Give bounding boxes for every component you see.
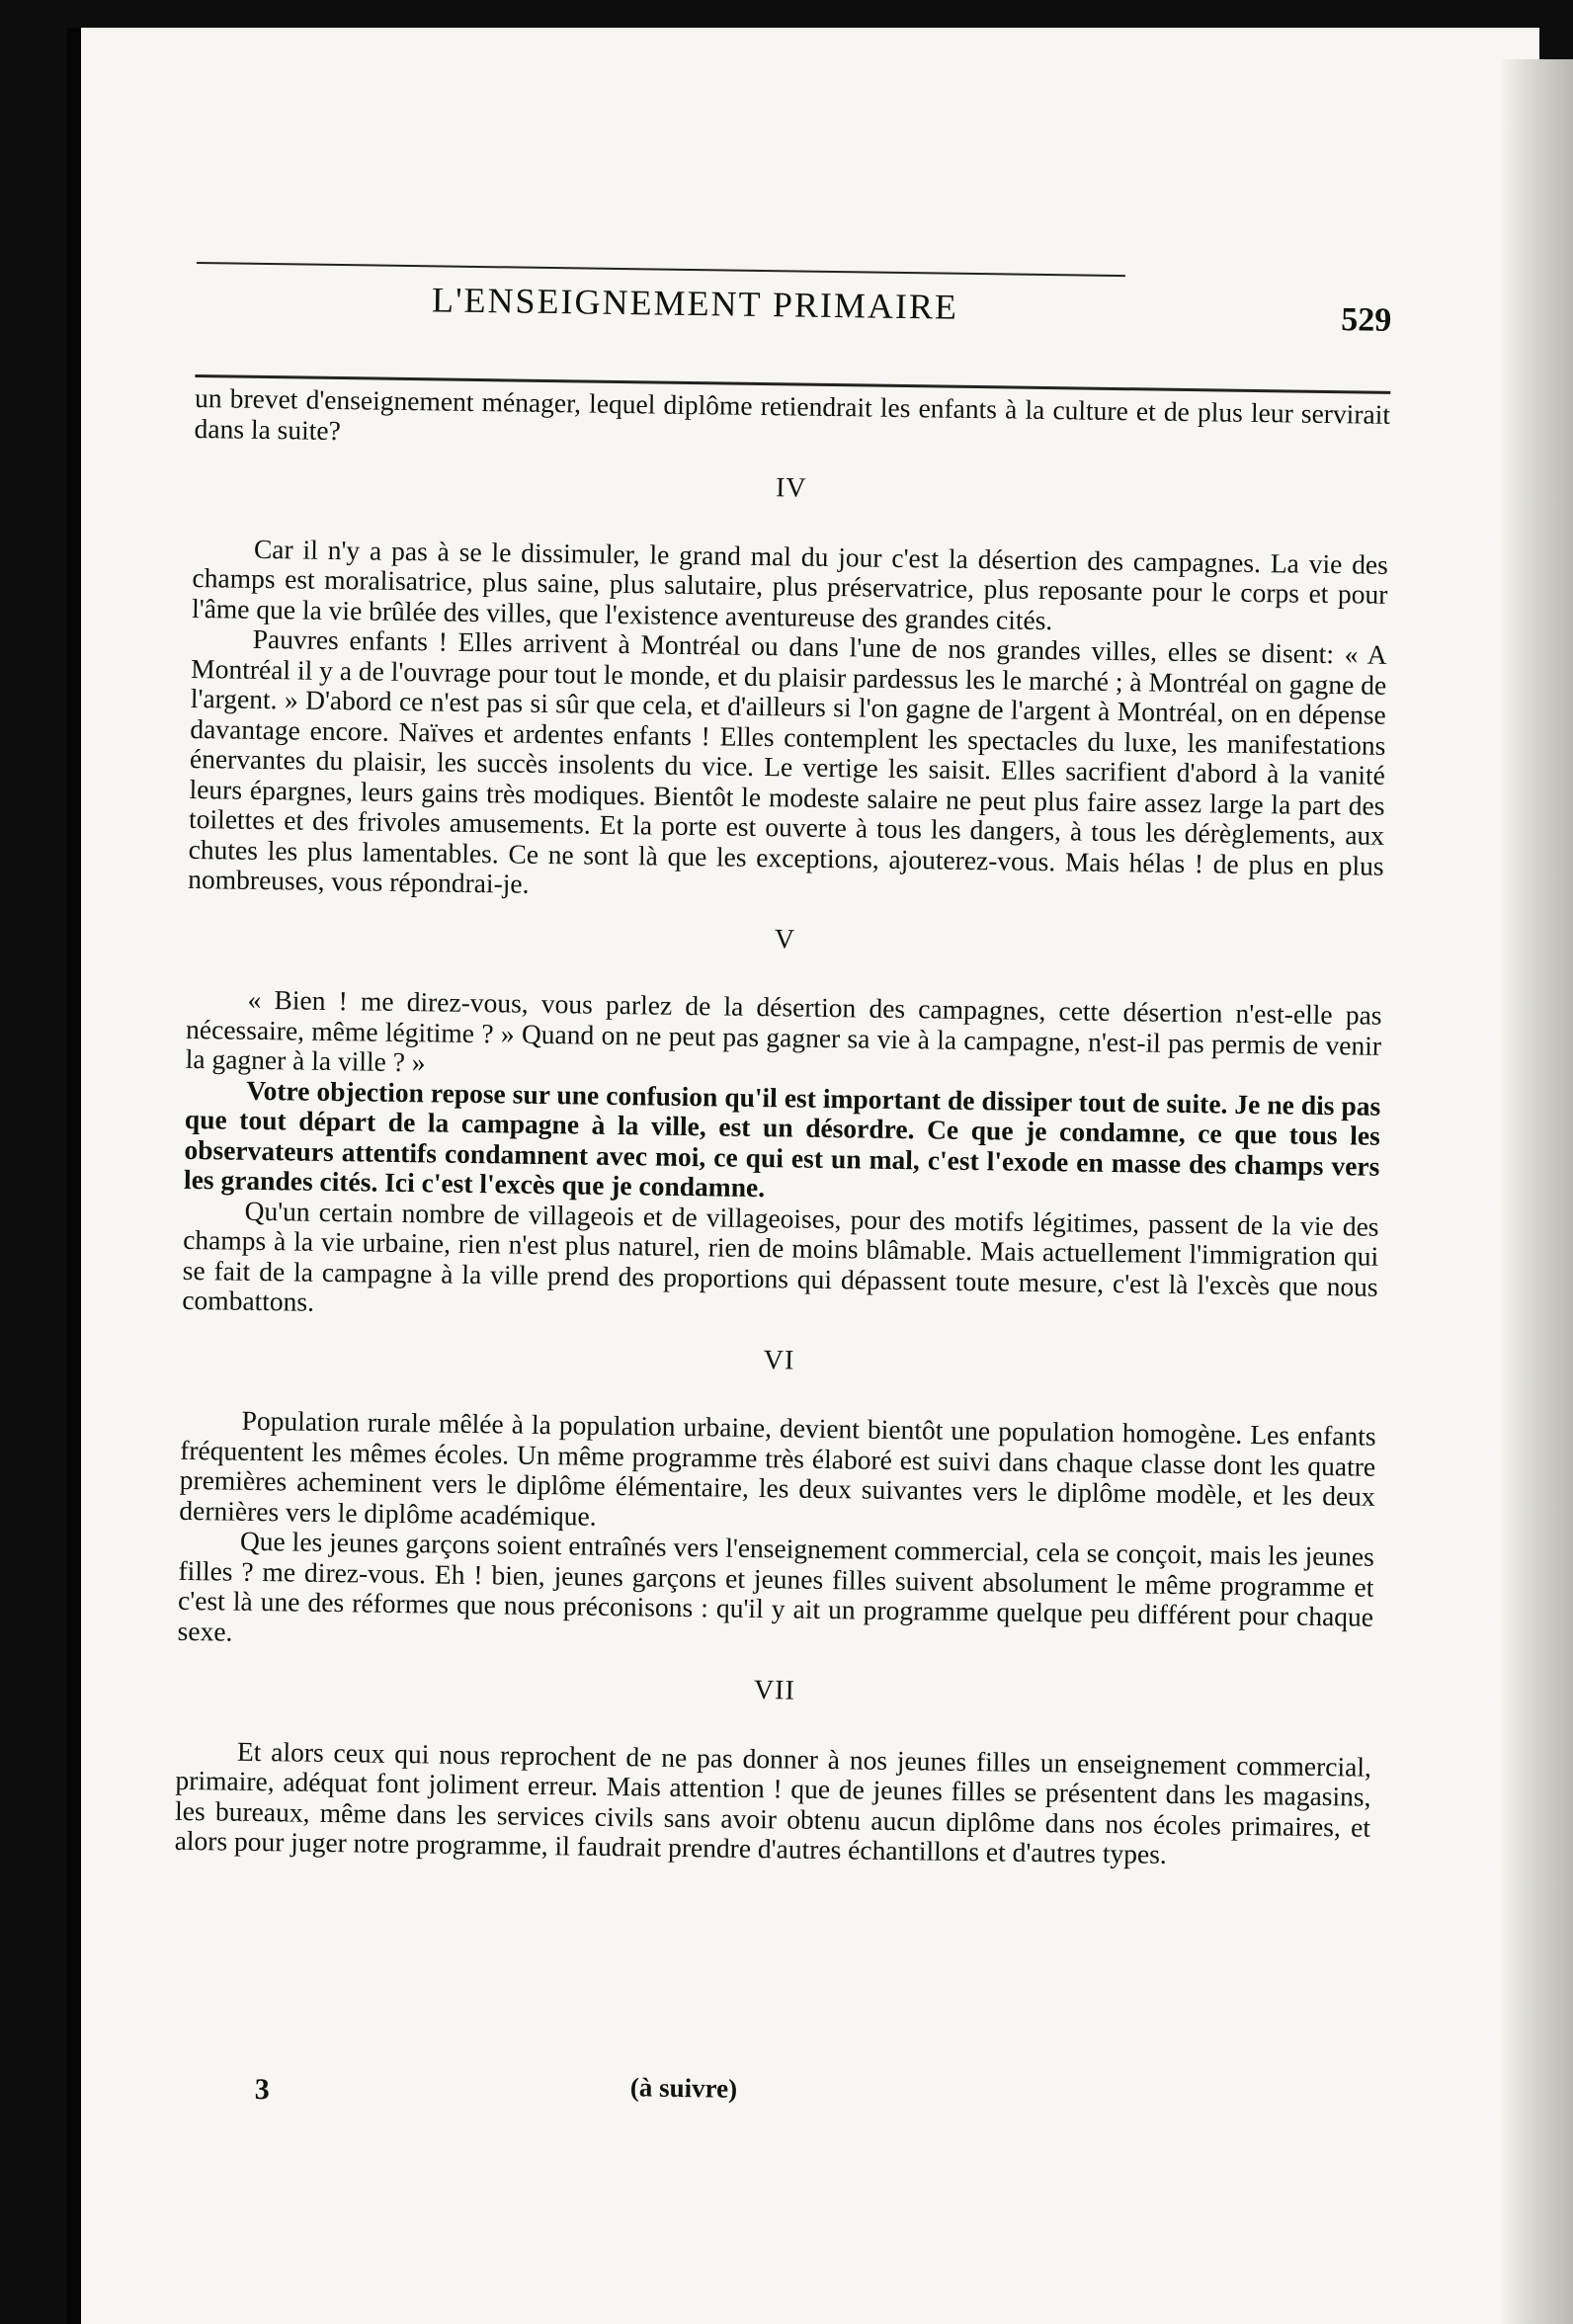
paragraph: Que les jeunes garçons soient entraînés vers l'enseignement commercial, cela se conçoit, mais les jeunes filles ? me direz-vous. Eh ! bien, jeunes garçons et jeunes filles suivent absolument le même programme et c'est là une des réformes que nous préconisons : qu'il y ait un programme quelque peu différent pour chaque sexe. [177, 1525, 1375, 1647]
section-heading-vii: VII [753, 1675, 796, 1706]
running-title: L'ENSEIGNEMENT PRIMAIRE [431, 280, 959, 327]
page-number: 529 [1341, 301, 1392, 339]
section-heading-vi: VI [763, 1344, 795, 1376]
section-heading-iv: IV [775, 472, 807, 504]
opening-paragraph: un brevet d'enseignement ménager, lequel diplôme retiendrait les enfants à la culture et de plus leur servirait dans la suite? [194, 381, 1391, 446]
paragraph: Population rurale mêlée à la population urbaine, devient bientôt une population homogène. Les enfants fréquentent les mêmes écoles. Un même programme très élaboré est suivi dans chaque classe dont les quatre premières acheminent vers le diplôme élémentaire, les deux suivantes vers le diplôme modèle, et les deux dernières vers le diplôme académique. [179, 1404, 1376, 1532]
signature-mark: 3 [254, 2073, 270, 2107]
text-column [174, 193, 1392, 1872]
section-heading-v: V [774, 923, 796, 955]
paragraph: Qu'un certain nombre de villageois et de villageoises, pour des motifs légitimes, passent de la vie des champs à la vie urbaine, rien n'est plus naturel, rien de moins blâmable. Mais actuellement l'immigration qui se fait de la campagne à la ville prend des proportions qui dépassent toute mesure, c'est là l'excès que nous combattons. [182, 1195, 1379, 1317]
running-head [196, 262, 1392, 358]
paragraph: Car il n'y a pas à se le dissimuler, le grand mal du jour c'est la désertion des campagnes. La vie des champs est moralisatrice, plus saine, plus salutaire, plus préservatrice, plus reposante pour le corps et pour l'âme que la vie brûlée des villes, que l'existence aventureuse des grandes cités. [191, 533, 1389, 635]
page-edge-shadow [1502, 59, 1573, 2324]
paragraph: Pauvres enfants ! Elles arrivent à Montréal ou dans l'une de nos grandes villes, elles se disent: « A Montréal il y a de l'ouvrage pour tout le monde, et du plaisir pardessus les le marché ; à Montréal on gagne de l'argent. » D'abord ce n'est pas si sûr que cela, et d'ailleurs si l'on gagne de l'argent à Montréal, on en dépense davantage encore. Naïves et ardentes enfants ! Elles contemplent les spectacles du luxe, les manifestations énervantes du plaisir, les succès insolents du vice. Le vertige les saisit. Elles sacrifient d'abord à la vanité leurs épargnes, leurs gains très modiques. Bientôt le modeste salaire ne peut plus faire assez large la part des toilettes et des frivoles amusements. Et la porte est ouverte à tous les dangers, à tous les dérèglements, aux chutes les plus lamentables. Ce ne sont là que les exceptions, ajouterez-vous. Mais hélas ! de plus en plus nombreuses, vous répondrai-je. [188, 622, 1387, 899]
paragraph-emphasis: Votre objection repose sur une confusion qu'il est important de dissiper tout de suite. Je ne dis pas que tout départ de la campagne à la ville, est un désordre. Ce que je condamne, ce que tous les observateurs attentifs condamnent avec moi, ce qui est un mal, c'est l'exode en masse des champs vers les grandes cités. Ici c'est l'excès que je condamne. [183, 1074, 1381, 1204]
paragraph: Et alors ceux qui nous reprochent de ne pas donner à nos jeunes filles un enseignement commercial, primaire, adéquat font joliment erreur. Mais attention ! que de jeunes filles se présentent dans les magasins, les bureaux, même dans les services civils sans avoir obtenu aucun diplôme dans nos écoles primaires, et alors pour juger notre programme, il faudrait prendre d'autres échantillons et d'autres types. [174, 1735, 1372, 1869]
header-rule [197, 262, 1125, 277]
continuation-note: (à suivre) [629, 2072, 738, 2104]
article-body [174, 383, 1390, 1872]
paragraph: « Bien ! me direz-vous, vous parlez de la désertion des campagnes, cette désertion n'est-elle pas nécessaire, même légitime ? » Quand on ne peut pas gagner sa vie à la campagne, n'est-il pas permis de venir la gagner à la ville ? » [185, 983, 1382, 1078]
